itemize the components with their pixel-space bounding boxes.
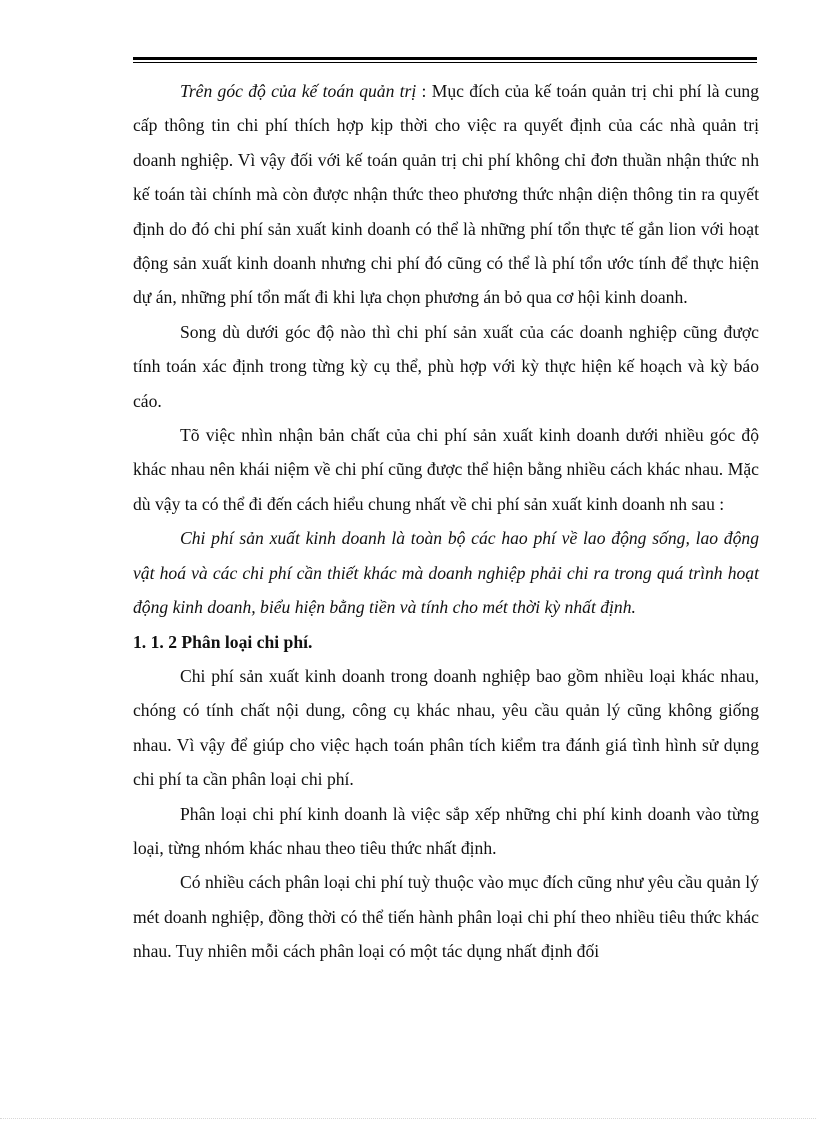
header-rule-thin — [133, 62, 757, 63]
section-heading-suffix: . — [308, 631, 313, 652]
body-text — [133, 74, 759, 969]
paragraph-period: Song dù dưới góc độ nào thì chi phí sản xuất của các doanh nghiệp cũng được tính toán xác định trong từng kỳ cụ thể, phù hợp với kỳ thực hiện kế hoạch và kỳ báo cáo. — [133, 321, 759, 411]
paragraph-concept: Tõ việc nhìn nhận bản chất của chi phí sản xuất kinh doanh dưới nhiều góc độ khác nhau nên khái niệm về chi phí cũng được thể hiện bằng nhiều cách khác nhau. Mặc dù vậy ta có thể đi đến cách hiểu chung nhất về chi phí sản xuất kinh doanh nh sau : — [133, 425, 759, 514]
paragraph-methods: Có nhiều cách phân loại chi phí tuỳ thuộc vào mục đích cũng như yêu cầu quản lý mét doanh nghiệp, đồng thời có thể tiến hành phân loại chi phí theo nhiều tiêu thức khác nhau. Tuy nhiên mỗi cách phân loại có một tác dụng nhất định đối — [133, 872, 759, 962]
paragraph-types: Chi phí sản xuất kinh doanh trong doanh nghiệp bao gồm nhiều loại khác nhau, chóng có tính chất nội dung, công cụ khác nhau, yêu cầu quản lý cũng không giống nhau. Vì vậy để giúp cho việc hạch toán phân tích kiểm tra đánh giá tình hình sử dụng chi phí ta cần phân loại chi phí. — [133, 665, 759, 790]
paragraph-lead: Trên góc độ của kế toán quản trị — [180, 81, 417, 101]
footer-rule — [0, 1118, 816, 1119]
header-rule-thick — [133, 57, 757, 60]
paragraph-classification: Phân loại chi phí kinh doanh là việc sắp xếp những chi phí kinh doanh vào từng loại, từng nhóm khác nhau theo tiêu thức nhất định. — [133, 803, 759, 858]
section-heading-title: 1. 1. 2 Phân loại chi phí — [133, 631, 309, 652]
paragraph-text: : Mục đích của kế toán quản trị chi phí là cung cấp thông tin chi phí thích hợp kịp thời cho việc ra quyết định của các nhà quản trị doanh nghiệp. Vì vậy đối với kế toán quản trị chi phí không chỉ đơn thuần nhận thức nh kế toán tài chính mà còn được nhận thức theo phương thức nhận diện thông tin ra quyết định do đó chi phí sản xuất kinh doanh có thể là những phí tổn thực tế gắn lion với hoạt động sản xuất kinh doanh nhưng chi phí đó cũng có thể là phí tổn ước tính để thực hiện dự án, những phí tổn mất đi khi lựa chọn phương án bỏ qua cơ hội kinh doanh. — [133, 81, 759, 308]
paragraph-definition: Chi phí sản xuất kinh doanh là toàn bộ các hao phí về lao động sống, lao động vật hoá và các chi phí cần thiết khác mà doanh nghiệp phải chi ra trong quá trình hoạt động kinh doanh, biểu hiện bằng tiền và tính cho mét thời kỳ nhất định. — [133, 528, 759, 618]
section-heading — [133, 625, 759, 659]
paragraph-management-accounting — [133, 74, 759, 315]
